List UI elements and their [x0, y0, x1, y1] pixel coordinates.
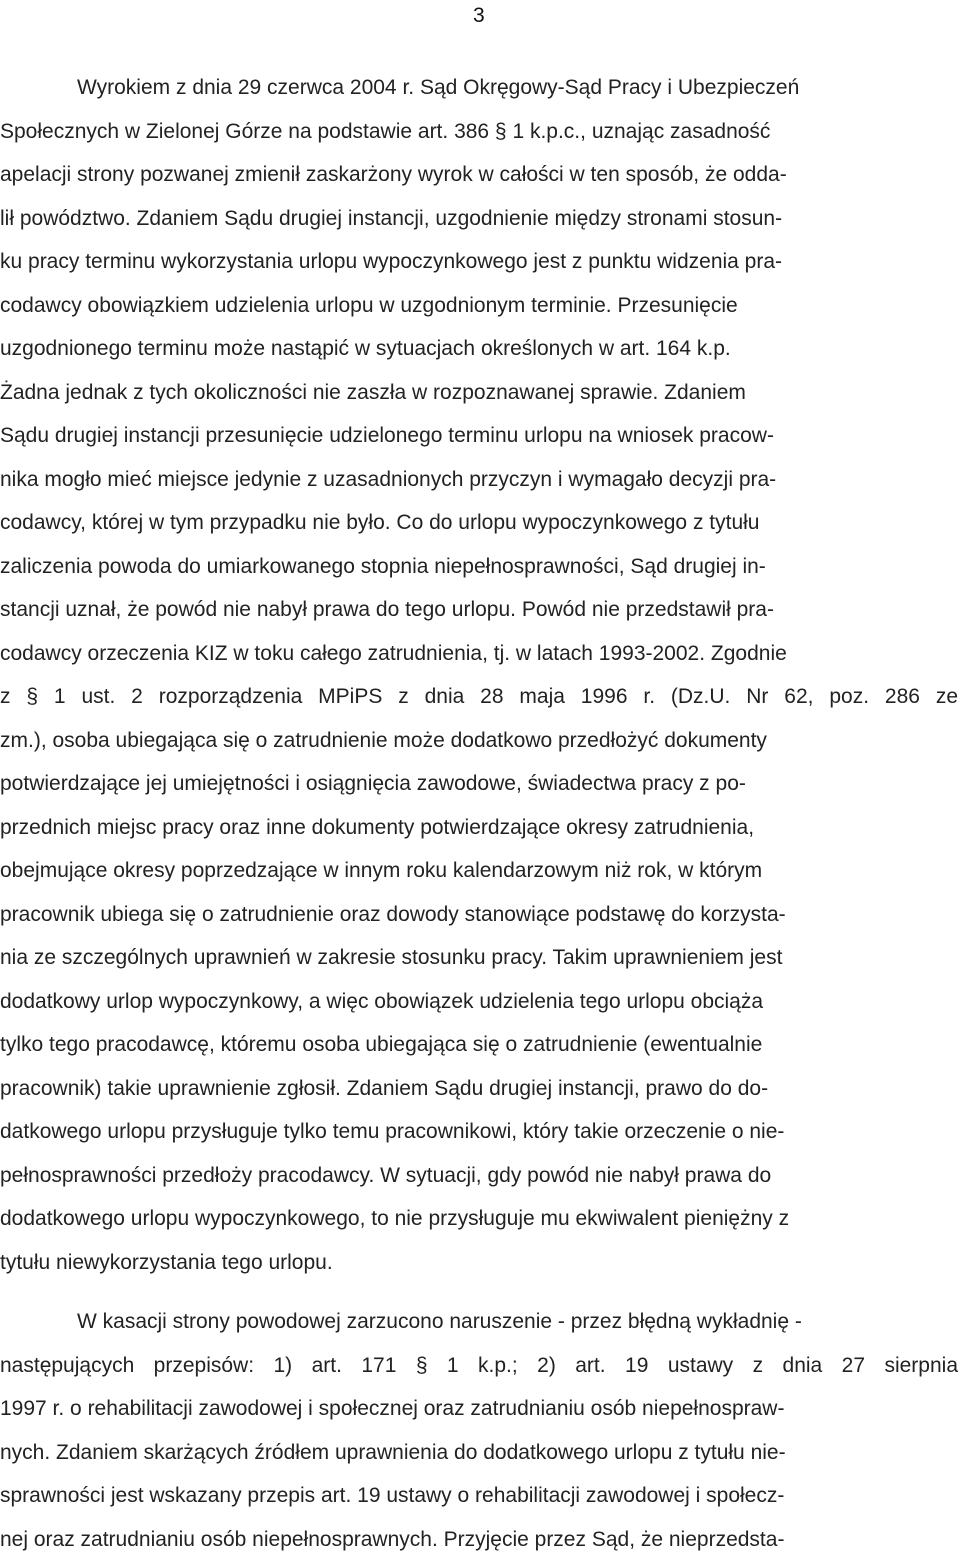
text-line: codawcy obowiązkiem udzielenia urlopu w uzgodnionym terminie. Przesunięcie	[0, 284, 960, 328]
page-number: 3	[473, 4, 485, 28]
text-line: Żadna jednak z tych okoliczności nie zaszła w rozpoznawanej sprawie. Zdaniem	[0, 371, 960, 415]
text-line: nia ze szczególnych uprawnień w zakresie stosunku pracy. Takim uprawnieniem jest	[0, 936, 960, 980]
text-line: Wyrokiem z dnia 29 czerwca 2004 r. Sąd Okręgowy-Sąd Pracy i Ubezpieczeń	[0, 66, 960, 110]
text-line: stancji uznał, że powód nie nabył prawa do tego urlopu. Powód nie przedstawił pra-	[0, 588, 960, 632]
text-line: ku pracy terminu wykorzystania urlopu wypoczynkowego jest z punktu widzenia pra-	[0, 240, 960, 284]
text-line: pracownik) takie uprawnienie zgłosił. Zdaniem Sądu drugiej instancji, prawo do do-	[0, 1067, 960, 1111]
paragraph-judgment-summary	[0, 66, 960, 1284]
text-line: dodatkowego urlopu wypoczynkowego, to nie przysługuje mu ekwiwalent pieniężny z	[0, 1197, 960, 1241]
paragraph-cassation	[0, 1300, 960, 1561]
text-line: zaliczenia powoda do umiarkowanego stopnia niepełnosprawności, Sąd drugiej in-	[0, 545, 960, 589]
text-line: dodatkowy urlop wypoczynkowy, a więc obowiązek udzielenia tego urlopu obciąża	[0, 980, 960, 1024]
text-line: Sądu drugiej instancji przesunięcie udzielonego terminu urlopu na wniosek pracow-	[0, 414, 960, 458]
text-line: nych. Zdaniem skarżących źródłem uprawnienia do dodatkowego urlopu z tytułu nie-	[0, 1431, 960, 1475]
text-line: przednich miejsc pracy oraz inne dokumenty potwierdzające okresy zatrudnienia,	[0, 806, 960, 850]
text-line: 1997 r. o rehabilitacji zawodowej i społecznej oraz zatrudnianiu osób niepełnospraw-	[0, 1387, 960, 1431]
text-line: Społecznych w Zielonej Górze na podstawie art. 386 § 1 k.p.c., uznając zasadność	[0, 110, 960, 154]
text-line: nika mogło mieć miejsce jedynie z uzasadnionych przyczyn i wymagało decyzji pra-	[0, 458, 960, 502]
text-line: następujących przepisów: 1) art. 171 § 1 k.p.; 2) art. 19 ustawy z dnia 27 sierpnia	[0, 1344, 960, 1388]
text-line: W kasacji strony powodowej zarzucono naruszenie - przez błędną wykładnię -	[0, 1300, 960, 1344]
text-line: codawcy orzeczenia KIZ w toku całego zatrudnienia, tj. w latach 1993-2002. Zgodnie	[0, 632, 960, 676]
text-line: potwierdzające jej umiejętności i osiągnięcia zawodowe, świadectwa pracy z po-	[0, 762, 960, 806]
text-line: z § 1 ust. 2 rozporządzenia MPiPS z dnia 28 maja 1996 r. (Dz.U. Nr 62, poz. 286 ze	[0, 675, 960, 719]
text-line: zm.), osoba ubiegająca się o zatrudnienie może dodatkowo przedłożyć dokumenty	[0, 719, 960, 763]
text-line: pracownik ubiega się o zatrudnienie oraz dowody stanowiące podstawę do korzysta-	[0, 893, 960, 937]
text-line: sprawności jest wskazany przepis art. 19 ustawy o rehabilitacji zawodowej i społecz-	[0, 1474, 960, 1518]
text-line: nej oraz zatrudnianiu osób niepełnosprawnych. Przyjęcie przez Sąd, że nieprzedsta-	[0, 1518, 960, 1561]
text-line: codawcy, której w tym przypadku nie było. Co do urlopu wypoczynkowego z tytułu	[0, 501, 960, 545]
text-line: tylko tego pracodawcę, któremu osoba ubiegająca się o zatrudnienie (ewentualnie	[0, 1023, 960, 1067]
text-line: pełnosprawności przedłoży pracodawcy. W sytuacji, gdy powód nie nabył prawa do	[0, 1154, 960, 1198]
text-line: lił powództwo. Zdaniem Sądu drugiej instancji, uzgodnienie między stronami stosun-	[0, 197, 960, 241]
text-line: tytułu niewykorzystania tego urlopu.	[0, 1241, 960, 1285]
text-line: apelacji strony pozwanej zmienił zaskarżony wyrok w całości w ten sposób, że odda-	[0, 153, 960, 197]
text-line: datkowego urlopu przysługuje tylko temu pracownikowi, który takie orzeczenie o nie-	[0, 1110, 960, 1154]
text-line: uzgodnionego terminu może nastąpić w sytuacjach określonych w art. 164 k.p.	[0, 327, 960, 371]
text-line: obejmujące okresy poprzedzające w innym roku kalendarzowym niż rok, w którym	[0, 849, 960, 893]
